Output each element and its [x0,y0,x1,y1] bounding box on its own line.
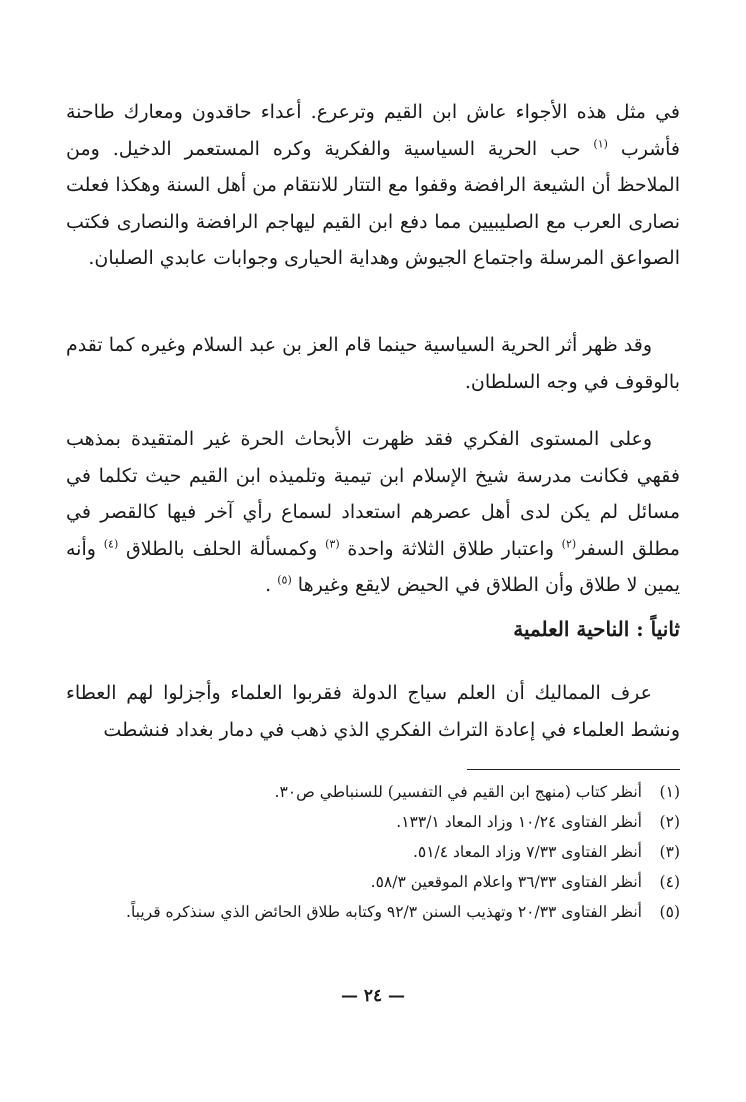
paragraph-2: وقد ظهر أثر الحرية السياسية حينما قام العز بن عبد السلام وغيره كما تقدم بالوقوف في وجه السلطان. [66,334,680,393]
footnote-text: أنظر الفتاوى ٣٦/٣٣ واعلام الموقعين ٥٨/٣. [370,873,642,891]
footnote-text: أنظر كتاب (منهج ابن القيم في التفسير) للسنباطي ص٣٠. [274,783,642,801]
paragraph-3-part-1: وعلى المستوى الفكري فقد ظهرت الأبحاث الحرة غير المتقيدة بمذهب فقهي فكانت مدرسة شيخ الإسلام ابن تيمية وتلميذه ابن القيم حيث تكلما في مسائل لم يكن لدى أهل عصرهم استعداد لسماع رأي آخر فيها كالقصر في مطلق السفر [66,428,680,560]
footnote-ref-1[interactable]: (١) [593,137,608,151]
footnote-text: أنظر الفتاوى ٢٠/٣٣ وتهذيب السنن ٩٢/٣ وكتابه طلاق الحائض الذي سنذكره قريباً. [126,903,642,921]
paragraph-1 [66,94,680,277]
footnote-ref-3[interactable]: (٣) [325,537,340,551]
paragraph-1-rest: حب الحرية السياسية والفكرية وكره المستعمر الدخيل. ومن الملاحظ أن الشيعة الرافضة وقفوا مع التتار للانتقام من أهل السنة وهكذا فعلت نصارى العرب مع الصليبيين مما دفع ابن القيم ليهاجم الرافضة والنصارى فكتب الصواعق المرسلة واجتماع الجيوش وهداية الحيارى وجوابات عابدي الصلبان. [66,137,680,270]
section-heading: ثانياً : الناحية العلمية [513,617,680,641]
footnote-number: (٢) [659,813,680,831]
footnote-1 [66,780,680,805]
paragraph-3-part-3: وكمسألة الحلف بالطلاق [126,537,318,560]
footnote-3 [66,840,680,865]
footnote-5 [66,900,680,925]
footnote-4 [66,870,680,895]
paragraph-1-text: في مثل هذه الأجواء عاش ابن القيم وترعرع. أعداء حاقدون ومعارك طاحنة فأشرب [66,101,680,160]
footnote-number: (٤) [659,873,680,891]
paragraph-4: عرف المماليك أن العلم سياج الدولة فقربوا العلماء وأجزلوا لهم العطاء ونشط العلماء في إعادة التراث الفكري الذي ذهب في دمار بغداد فنشطت [66,682,680,741]
paragraph-3-part-5: . [265,574,272,597]
footnotes-list [66,780,680,930]
footnote-ref-5[interactable]: (٥) [277,574,292,588]
footnote-number: (١) [659,783,680,801]
footnote-text: أنظر الفتاوى ١٠/٢٤ وزاد المعاد ١٣٣/١. [396,813,642,831]
footnote-divider [467,769,680,770]
footnote-ref-4[interactable]: (٤) [103,537,119,551]
footnote-number: (٣) [659,843,680,861]
footnote-2 [66,810,680,835]
footnote-text: أنظر الفتاوى ٧/٣٣ وزاد المعاد ٥١/٤. [412,843,642,861]
paragraph-3-part-4: وأنه يمين لا طلاق وأن الطلاق في الحيض لايقع وغيرها [66,537,680,597]
paragraph-3 [66,421,680,604]
footnote-ref-2[interactable]: (٢) [561,537,577,551]
page-number: — ٢٤ — [340,986,406,1006]
paragraph-3-part-2: واعتبار طلاق الثلاثة واحدة [347,537,554,560]
footnote-number: (٥) [659,903,680,921]
